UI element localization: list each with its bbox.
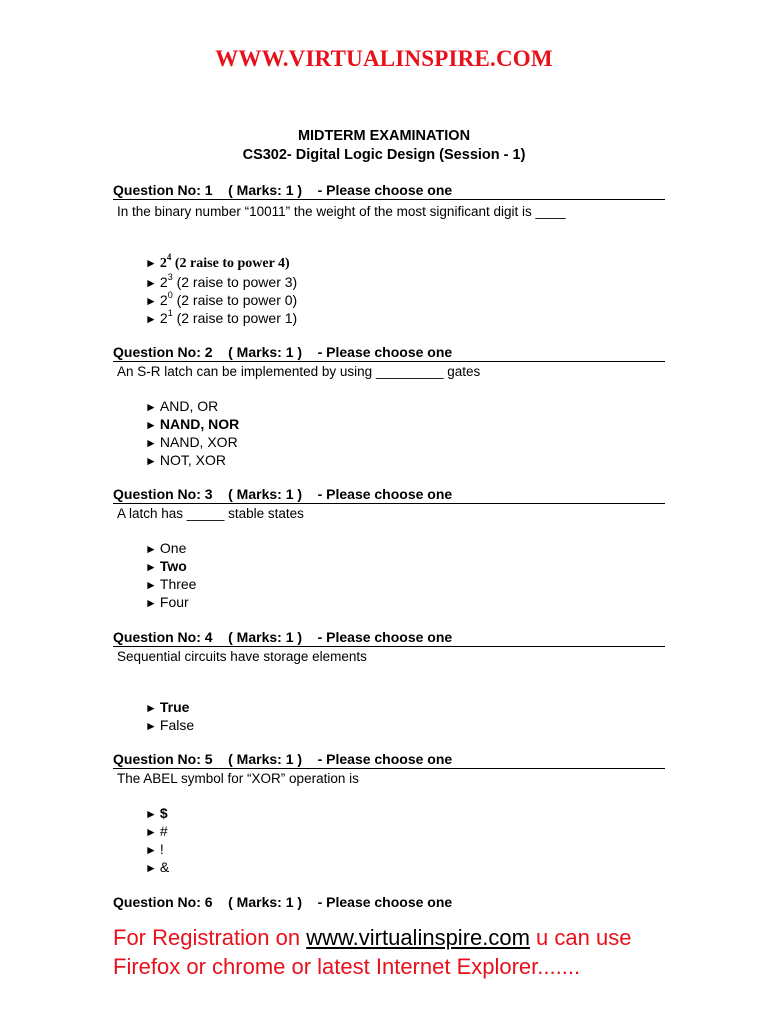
arrow-icon: ►: [145, 436, 157, 450]
arrow-icon: ►: [145, 843, 157, 857]
question-1-option-1: ► $2^4$ (2 raise to power 4): [145, 252, 290, 271]
question-3-option-2: ► Two: [145, 558, 187, 574]
question-4-header: Question No: 4 ( Marks: 1 ) - Please choose one: [113, 629, 665, 647]
registration-link[interactable]: www.virtualinspire.com: [306, 925, 530, 950]
arrow-icon: ►: [145, 454, 157, 468]
browser-note: Firefox or chrome or latest Internet Explorer.......: [113, 954, 581, 979]
arrow-icon: ►: [145, 294, 157, 308]
question-1-option-3: ► $2^0$ (2 raise to power 0): [145, 290, 298, 308]
arrow-icon: ►: [145, 400, 157, 414]
question-2-text: An S-R latch can be implemented by using _________ gates: [117, 364, 481, 379]
arrow-icon: ►: [145, 861, 157, 875]
question-2-header: Question No: 2 ( Marks: 1 ) - Please choose one: [113, 344, 665, 362]
arrow-icon: ►: [145, 418, 157, 432]
question-1-header: Question No: 1 ( Marks: 1 ) - Please choose one: [113, 182, 665, 200]
arrow-icon: ►: [145, 596, 157, 610]
question-1-option-2: ► $2^3$ (2 raise to power 3): [145, 272, 298, 290]
question-5-text: The ABEL symbol for “XOR” operation is: [117, 771, 359, 786]
question-5-option-2: ► #: [145, 823, 168, 839]
question-4-option-2: ► False: [145, 717, 195, 733]
question-3-header: Question No: 3 ( Marks: 1 ) - Please choose one: [113, 486, 665, 504]
question-4-text: Sequential circuits have storage elements: [117, 649, 367, 664]
question-5-option-1: ► $: [145, 805, 168, 821]
site-header: WWW.VIRTUALINSPIRE.COM: [215, 46, 553, 71]
question-3-option-4: ► Four: [145, 594, 189, 610]
arrow-icon: ►: [145, 701, 157, 715]
arrow-icon: ►: [145, 312, 157, 326]
question-2-option-2: ► NAND, NOR: [145, 416, 240, 432]
question-3-option-1: ► One: [145, 540, 187, 556]
question-6-header: Question No: 6 ( Marks: 1 ) - Please choose one: [113, 894, 453, 910]
question-1-option-4: ► $2^1$ (2 raise to power 1): [145, 308, 298, 326]
question-2-option-3: ► NAND, XOR: [145, 434, 238, 450]
question-5-option-4: ► &: [145, 859, 170, 875]
arrow-icon: ►: [145, 276, 157, 290]
question-5-option-3: ► !: [145, 841, 164, 857]
arrow-icon: ►: [145, 542, 157, 556]
arrow-icon: ►: [145, 825, 157, 839]
question-3-option-3: ► Three: [145, 576, 197, 592]
arrow-icon: ►: [145, 578, 157, 592]
question-4-option-1: ► True: [145, 699, 190, 715]
exam-subtitle: CS302- Digital Logic Design (Session - 1): [242, 147, 526, 163]
question-2-option-4: ► NOT, XOR: [145, 452, 227, 468]
question-1-text: In the binary number “10011” the weight of the most significant digit is ____: [117, 204, 566, 219]
registration-note: For Registration on www.virtualinspire.com u can use: [113, 925, 632, 950]
question-5-header: Question No: 5 ( Marks: 1 ) - Please choose one: [113, 751, 665, 769]
question-3-text: A latch has _____ stable states: [117, 506, 304, 521]
arrow-icon: ►: [145, 560, 157, 574]
arrow-icon: ►: [145, 807, 157, 821]
arrow-icon: ►: [145, 719, 157, 733]
arrow-icon: ►: [145, 256, 157, 270]
question-2-option-1: ► AND, OR: [145, 398, 219, 414]
exam-title: MIDTERM EXAMINATION: [297, 128, 471, 144]
